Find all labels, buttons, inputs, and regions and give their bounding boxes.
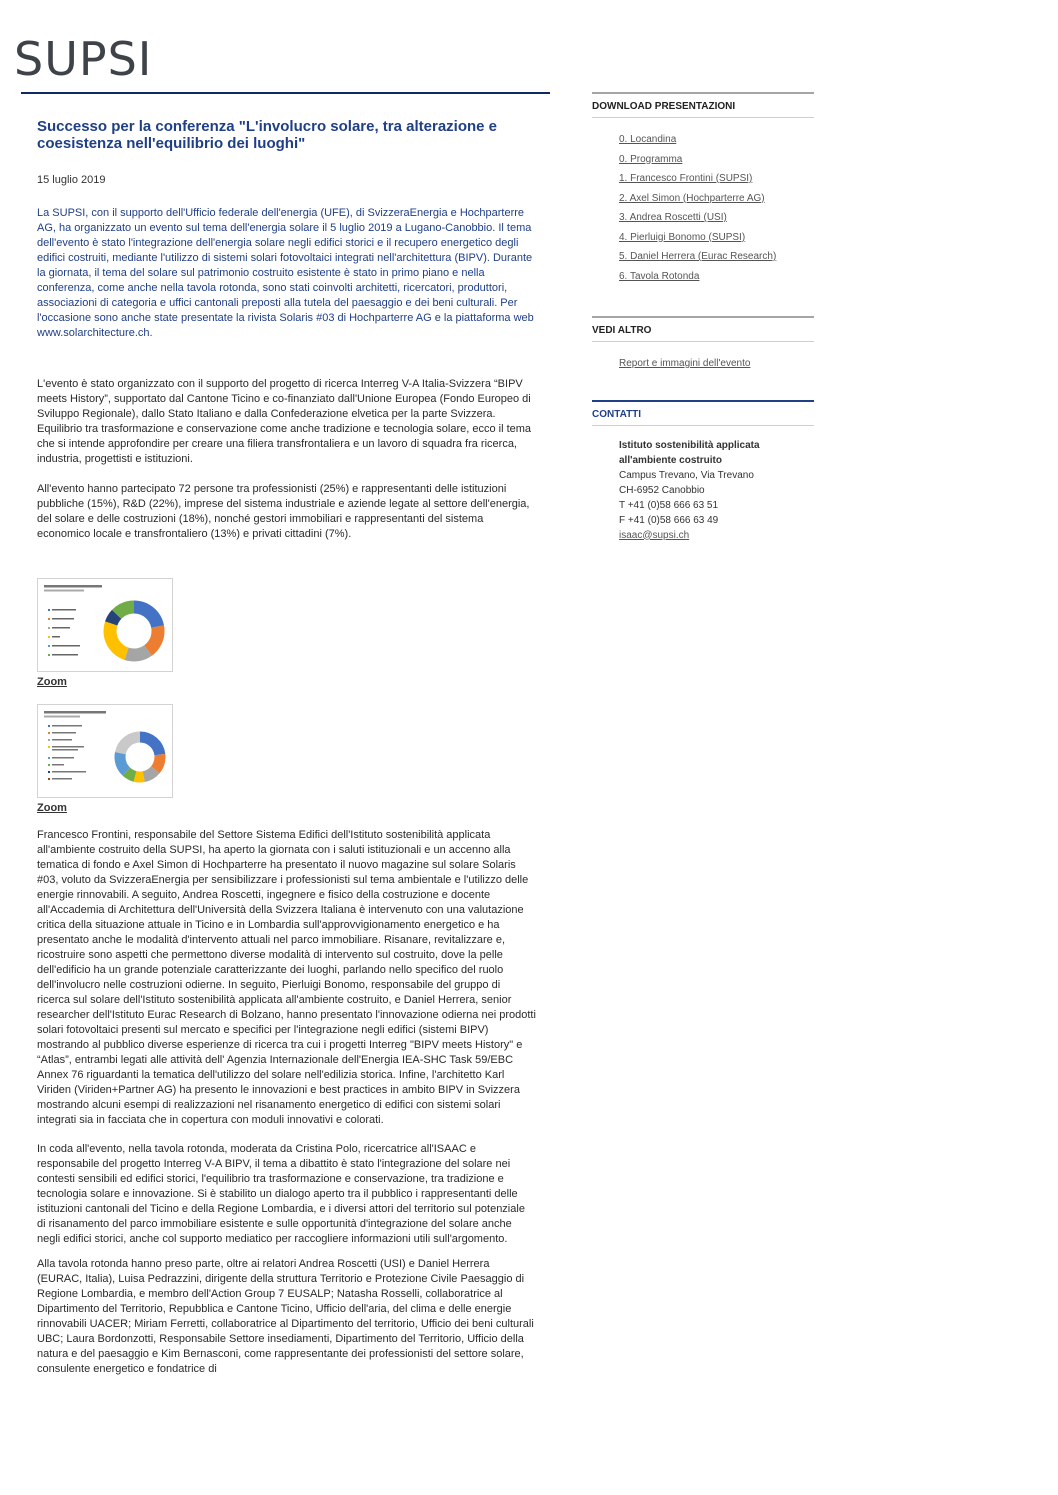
article-date: 15 luglio 2019	[37, 174, 106, 186]
article-paragraph-4: In coda all'evento, nella tavola rotonda, moderata da Cristina Polo, ricercatrice all'ISAAC e responsabile del progetto Interreg V-A BIPV, il tema a dibattito è stato l'integrazione del solare nei contesti sensibili ed edifici storici, l'equilibrio tra trasformazione e conservazione, tra tradizione e tecnologia solare e innovazione. Si è stabilito un dialogo aperto tra il pubblico i rappresentanti delle istituzioni cantonali del Ticino e della Regione Lombardia, e i diversi attori del territorio sul potenziale di risanamento del parco immobiliare esistente e sulle opportunità d'integrazione del solare anche negli edifici storici, anche col supporto mediatico per raccogliere informazioni utili sull'argomento.	[37, 1143, 525, 1245]
more-section	[592, 316, 814, 400]
zoom-link-1[interactable]: Zoom	[37, 676, 67, 688]
contacts-section	[592, 400, 814, 543]
download-link-roscetti[interactable]: 3. Andrea Roscetti (USI)	[619, 212, 727, 223]
article-paragraph-2: All'evento hanno partecipato 72 persone tra professionisti (25%) e rappresentanti delle istituzioni pubbliche (15%), R&D (22%), imprese del sistema industriale e aziende legate al settore dell'energia, del solare e delle costruzioni (18%), nonché gestori immobiliari e rappresentanti del sistema economico locale e transfrontaliero (13%) e privati cittadini (7%).	[37, 483, 530, 540]
article	[37, 118, 536, 1377]
donut-chart-thumbnail-1-graphic	[38, 579, 172, 671]
contact-address-2: CH-6952 Canobbio	[619, 484, 705, 496]
donut-chart-thumbnail-2-graphic	[38, 705, 172, 797]
zoom-link-2[interactable]: Zoom	[37, 802, 67, 814]
download-item	[619, 130, 814, 150]
download-item	[619, 208, 814, 228]
sidebar	[592, 92, 814, 543]
download-item	[619, 150, 814, 170]
article-paragraph-5: Alla tavola rotonda hanno preso parte, oltre ai relatori Andrea Roscetti (USI) e Daniel Herrera (EURAC, Italia), Luisa Pedrazzini, dirigente della struttura Territorio e Protezione Civile Paesaggio di Regione Lombardia, e membro dell'Action Group 7 EUSALP; Natasha Rosselli, collaboratrice al Dipartimento del Territorio, Repubblica e Cantone Ticino, Ufficio dell'aria, del clima e delle energie rinnovabili UACER; Miriam Ferretti, collaboratrice al Dipartimento del territorio, Ufficio dei beni culturali UBC; Laura Bordonzotti, Responsabile Settore insediamenti, Dipartimento del Territorio, Ufficio della natura e del paesaggio e Kim Bernasconi, come rappresentante dei professionisti del settore solare, consulente energetico e fondatrice di	[37, 1258, 534, 1375]
chart-thumbnail-2[interactable]	[37, 704, 173, 798]
download-link-tavola-rotonda[interactable]: 6. Tavola Rotonda	[619, 270, 700, 282]
more-list	[592, 342, 814, 400]
download-link-herrera[interactable]: 5. Daniel Herrera (Eurac Research)	[619, 251, 777, 262]
more-heading: VEDI ALTRO	[592, 316, 814, 342]
contact-email-link[interactable]: isaac@supsi.ch	[619, 529, 690, 541]
header-rule	[21, 92, 550, 94]
contact-fax: F +41 (0)58 666 63 49	[619, 514, 719, 526]
supsi-logo[interactable]: SUPSI	[14, 32, 153, 86]
figure-1	[37, 578, 536, 688]
chart-thumbnail-1[interactable]	[37, 578, 173, 672]
download-item	[619, 189, 814, 209]
download-item	[619, 228, 814, 248]
contact-phone: T +41 (0)58 666 63 51	[619, 499, 719, 511]
download-link-bonomo[interactable]: 4. Pierluigi Bonomo (SUPSI)	[619, 231, 746, 243]
more-item	[619, 354, 814, 374]
downloads-section	[592, 92, 814, 316]
contact-org-line-1: Istituto sostenibilità applicata	[619, 439, 760, 451]
download-item	[619, 169, 814, 189]
figure-2	[37, 704, 536, 814]
download-item	[619, 267, 814, 287]
contacts-heading: CONTATTI	[592, 400, 814, 426]
article-lead: La SUPSI, con il supporto dell'Ufficio federale dell'energia (UFE), di SvizzeraEnergia e Hochparterre AG, ha organizzato un evento sul tema dell'energia solare il 5 luglio 2019 a Lugano-Canobbio. Il tema dell'evento è stato l'integrazione dell'energia solare negli edifici storici e il recupero energetico degli edifici costruiti, mediante l'utilizzo di sistemi solari fotovoltaici integrati nell'architettura (BIPV). Durante la giornata, il tema del solare sul patrimonio costruito esistente è stato in primo piano e nella conferenza, come anche nella tavola rotonda, sono stati coinvolti architetti, ricercatori, produttori, associazioni di categoria e uffici cantonali preposti alla tutela del paesaggio e dei beni culturali. Per l'occasione sono anche state presentate la rivista Solaris #03 di Hochparterre AG e la piattaforma web www.solarchitecture.ch.	[37, 207, 534, 339]
article-paragraph-3: Francesco Frontini, responsabile del Settore Sistema Edifici dell'Istituto sostenibilità applicata all'ambiente costruito della SUPSI, ha aperto la giornata con i saluti istituzionali e un accenno alla tematica di fondo e Axel Simon di Hochparterre ha presentato il nuovo magazine sul solare Solaris #03, voluto da SvizzeraEnergia per sensibilizzare i professionisti sul tema ambientale e l'utilizzo delle energie rinnovabili. A seguito, Andrea Roscetti, ingegnere e fisico della costruzione e docente all'Accademia di Architettura dell'Università della Svizzera Italiana è intervenuto con una valutazione critica della situazione attuale in Ticino e in Lombardia sull'approvvigionamento energetico e ha presentato anche le modalità d'intervento attuali nel parco immobiliare. Risanare, revitalizzare e, ricostruire sono aspetti che permettono diverse modalità di intervento sul costruito, dove la pelle dell'edificio ha un grande potenziale caratterizzante dei luoghi, parlando nello specifico del ruolo dell'involucro nelle costruzioni odierne. In seguito, Pierluigi Bonomo, responsabile del gruppo di ricerca sul solare dell'Istituto sostenibilità applicata all'ambiente costruito, e Daniel Herrera, senior researcher dell'Istituto Eurac Research di Bolzano, hanno presentato l'innovazione odierna nei prodotti solari fotovoltaici presenti sul mercato e specifici per l'integrazione negli edifici (sistemi BIPV) mostrando al pubblico diverse esperienze di ricerca tra cui i progetti Interreg "BIPV meets History" e “Atlas”, entrambi legati alle attività dell' Agenzia Internazionale dell'Energia IEA-SHC Task 59/EBC Annex 76 riguardanti la tematica dell'utilizzo del solare nell'edilizia storica. Infine, l'architetto Karl Viriden (Viriden+Partner AG) ha presento le innovazioni e best practices in ambito BIPV in Svizzera mostrando alcuni esempi di realizzazioni nel risanamento energetico di edifici con sistemi solari integrati sia in facciata che in copertura con moduli innovativi e colorati.	[37, 829, 536, 1126]
download-link-simon[interactable]: 2. Axel Simon (Hochparterre AG)	[619, 192, 765, 204]
article-paragraph-1: L'evento è stato organizzato con il supporto del progetto di ricerca Interreg V-A Italia-Svizzera “BIPV meets History”, supportato dal Cantone Ticino e co-finanziato dall'Unione Europea (Fondo Europeo di Sviluppo Regionale), dallo Stato Italiano e dalla Confederazione elvetica per la parte Svizzera. Equilibrio tra trasformazione e conservazione come anche tradizione e tecnologia solare, ecco il tema che si intende approfondire per creare una filiera transfrontaliera e un lavoro di squadra fra ricerca, industria, progettisti e istituzioni.	[37, 378, 532, 465]
contact-address-1: Campus Trevano, Via Trevano	[619, 469, 754, 481]
report-link[interactable]: Report e immagini dell'evento	[619, 358, 751, 369]
download-link-locandina[interactable]: 0. Locandina	[619, 134, 677, 145]
downloads-heading: DOWNLOAD PRESENTAZIONI	[592, 92, 814, 118]
contact-org-line-2: all'ambiente costruito	[619, 454, 722, 466]
download-link-frontini[interactable]: 1. Francesco Frontini (SUPSI)	[619, 173, 753, 184]
article-title: Successo per la conferenza "L'involucro solare, tra alterazione e coesistenza nell'equilibrio dei luoghi"	[37, 118, 498, 152]
download-item	[619, 247, 814, 267]
download-link-programma[interactable]: 0. Programma	[619, 153, 683, 165]
downloads-list	[592, 118, 814, 316]
contact-card	[592, 426, 814, 543]
